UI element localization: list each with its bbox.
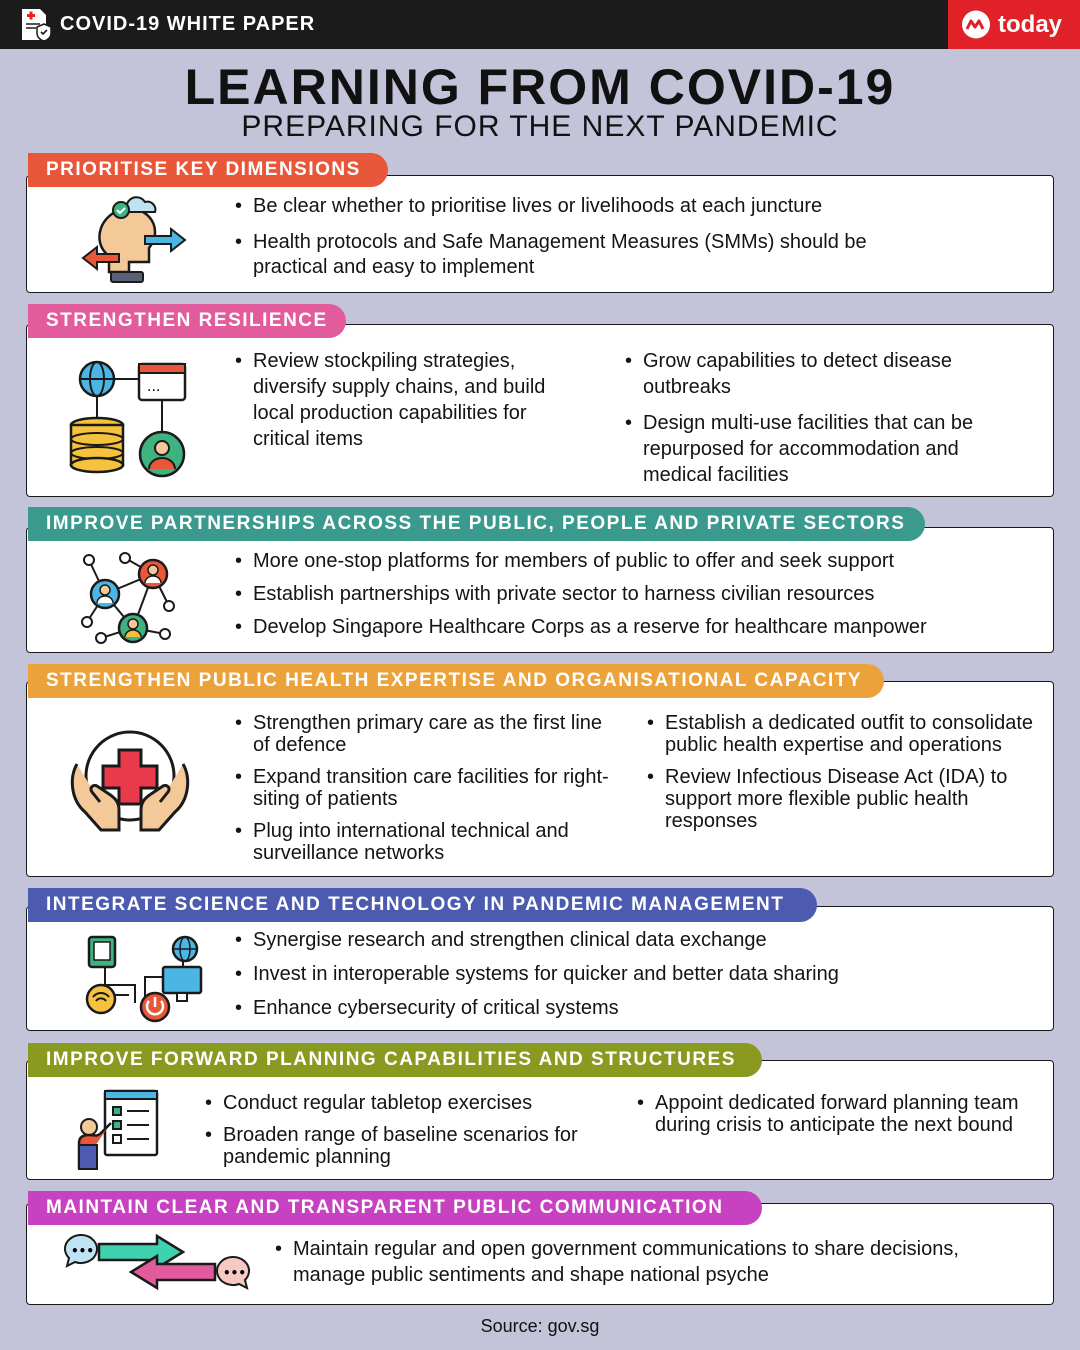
list-item: • Enhance cybersecurity of critical systems <box>233 996 1033 1021</box>
planning-board-icon <box>75 1087 161 1171</box>
list-item: • Strengthen primary care as the first line of defence <box>233 712 613 756</box>
section-heading-resilience: STRENGTHEN RESILIENCE <box>28 304 346 338</box>
top-bar <box>0 0 1080 49</box>
page-title: LEARNING FROM COVID-19 <box>184 59 896 115</box>
network-database-icon <box>67 359 191 479</box>
communication-arrows-icon <box>63 1234 251 1290</box>
list-item: • Review Infectious Disease Act (IDA) to support more flexible public health responses <box>645 766 1035 832</box>
list-item: • Conduct regular tabletop exercises <box>203 1092 603 1114</box>
list-item: • Establish partnerships with private sector to harness civilian resources <box>233 582 1033 607</box>
page-subtitle: PREPARING FOR THE NEXT PANDEMIC <box>241 110 839 143</box>
list-item: • Expand transition care facilities for right-siting of patients <box>233 766 613 810</box>
document-shield-icon <box>18 8 54 42</box>
section-partnerships <box>26 527 1054 653</box>
brand-name: today <box>998 11 1063 38</box>
list-item: • More one-stop platforms for members of public to offer and seek support <box>233 549 1033 574</box>
section-heading-science-technology: INTEGRATE SCIENCE AND TECHNOLOGY IN PANDEMIC MANAGEMENT <box>28 888 817 922</box>
list-item: • Grow capabilities to detect disease outbreaks <box>623 348 1003 400</box>
list-item: • Invest in interoperable systems for quicker and better data sharing <box>233 962 1033 987</box>
svg-text:•••: ••• <box>223 1266 247 1280</box>
brand-badge[interactable] <box>948 0 1080 49</box>
list-item: • Health protocols and Safe Management Measures (SMMs) should be practical and easy to implement <box>233 230 933 280</box>
section-heading-partnerships: IMPROVE PARTNERSHIPS ACROSS THE PUBLIC, PEOPLE AND PRIVATE SECTORS <box>28 507 925 541</box>
section-heading-forward-planning: IMPROVE FORWARD PLANNING CAPABILITIES AND STRUCTURES <box>28 1043 762 1077</box>
list-item: • Establish a dedicated outfit to consolidate public health expertise and operations <box>645 712 1035 756</box>
list-item: • Appoint dedicated forward planning team during crisis to anticipate the next bound <box>635 1092 1045 1136</box>
people-network-icon <box>81 552 177 644</box>
connected-devices-icon <box>85 933 203 1023</box>
list-item: • Maintain regular and open government communications to share decisions, manage public sentiments and shape national psyche <box>273 1236 993 1288</box>
section-heading-communication: MAINTAIN CLEAR AND TRANSPARENT PUBLIC COMMUNICATION <box>28 1191 762 1225</box>
section-forward-planning <box>26 1060 1054 1180</box>
section-resilience <box>26 324 1054 497</box>
section-heading-public-health: STRENGTHEN PUBLIC HEALTH EXPERTISE AND ORGANISATIONAL CAPACITY <box>28 664 884 698</box>
section-science-technology <box>26 906 1054 1031</box>
list-item: • Review stockpiling strategies, diversify supply chains, and build local production capabilities for critical items <box>233 348 573 452</box>
list-item: • Synergise research and strengthen clinical data exchange <box>233 928 1033 953</box>
svg-text:•••: ••• <box>71 1244 95 1258</box>
section-prioritise <box>26 175 1054 293</box>
decision-head-icon <box>79 196 189 284</box>
list-item: • Be clear whether to prioritise lives or livelihoods at each juncture <box>233 194 933 219</box>
today-logo-icon <box>960 10 992 39</box>
list-item: • Plug into international technical and surveillance networks <box>233 820 613 864</box>
hands-medical-cross-icon <box>67 724 193 836</box>
svg-text:...: ... <box>147 379 161 395</box>
source-note: Source: gov.sg <box>480 1316 600 1336</box>
list-item: • Design multi-use facilities that can be repurposed for accommodation and medical facilities <box>623 410 1003 488</box>
header-label: COVID-19 WHITE PAPER <box>60 13 316 35</box>
section-heading-prioritise: PRIORITISE KEY DIMENSIONS <box>28 153 388 187</box>
list-item: • Broaden range of baseline scenarios for pandemic planning <box>203 1124 603 1168</box>
section-public-health <box>26 681 1054 877</box>
list-item: • Develop Singapore Healthcare Corps as a reserve for healthcare manpower <box>233 615 1033 640</box>
